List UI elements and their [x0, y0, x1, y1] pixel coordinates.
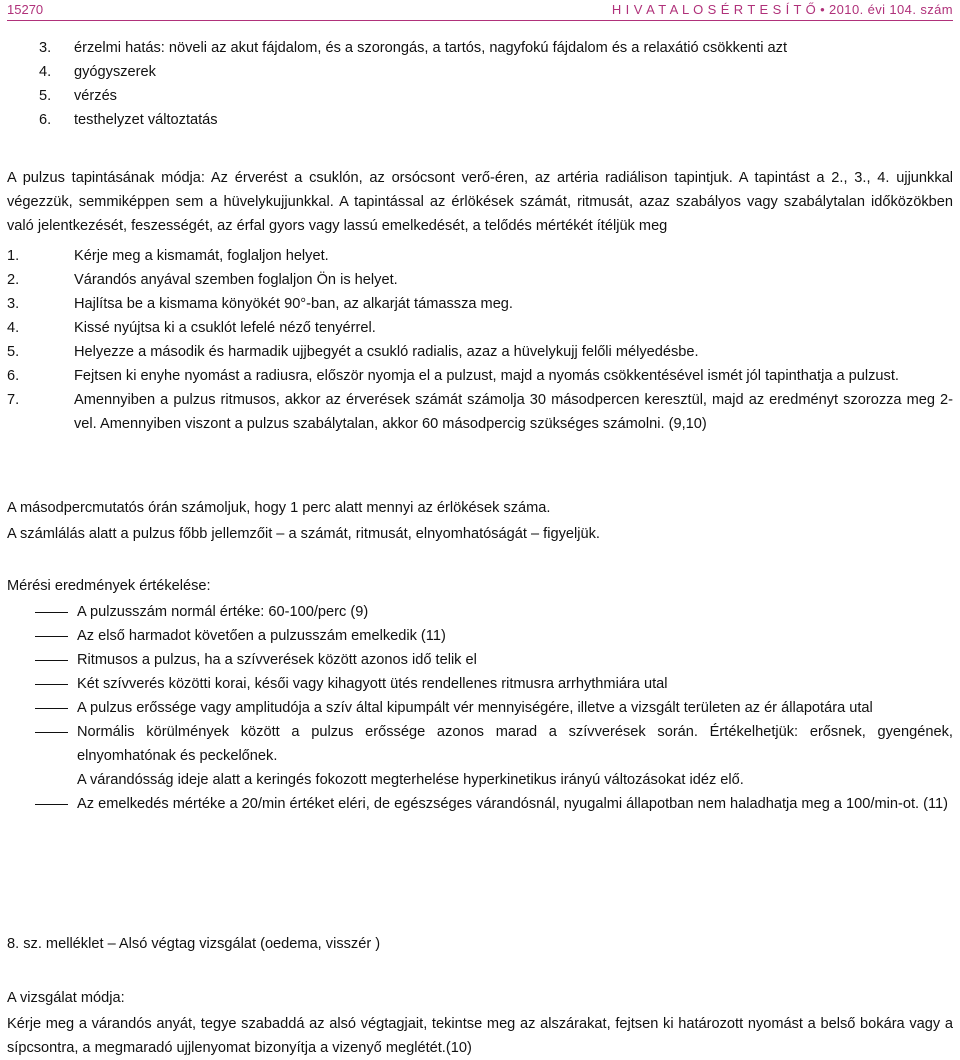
dash-bullet-icon: [35, 660, 68, 661]
list-number: 5.: [39, 88, 52, 104]
list-text: Várandós anyával szemben foglaljon Ön is helyet.: [74, 272, 398, 288]
list-number: 4.: [7, 320, 20, 336]
list-item: [7, 648, 953, 672]
list-item: [7, 388, 953, 436]
list-text: A várandósság ideje alatt a keringés fokozott megterhelése hyperkinetikus irányú változásokat idéz elő.: [77, 772, 744, 788]
list-text: Kissé nyújtsa ki a csuklót lefelé néző tenyérrel.: [74, 320, 376, 336]
list-text: Amennyiben a pulzus ritmusos, akkor az érverések számát számolja 30 másodpercen keresztül, majd az eredményt szorozza meg 2-vel. Amennyiben viszont a pulzus szabálytalan, akkor 60 másodpercig szükséges számolni. (9,10): [74, 392, 953, 432]
list-item: [7, 364, 953, 388]
dash-bullet-icon: [35, 804, 68, 805]
document-page: [7, 0, 953, 1056]
list-text: érzelmi hatás: növeli az akut fájdalom, és a szorongás, a tartós, nagyfokú fájdalom és a relaxátió csökkenti azt: [74, 40, 788, 56]
list-number: 2.: [7, 272, 20, 288]
list-number: 6.: [39, 112, 52, 128]
list-number: 5.: [7, 344, 20, 360]
list-item: [7, 84, 953, 108]
list-text: Fejtsen ki enyhe nyomást a radiusra, először nyomja el a pulzust, majd a nyomás csökkentésével ismét jól tapinthatja a pulzust.: [74, 368, 899, 384]
seconds-hand-paragraph: A másodpercmutatós órán számoljuk, hogy 1 perc alatt mennyi az érlökések száma.: [7, 500, 551, 516]
list-text: Hajlítsa be a kismama könyökét 90°-ban, az alkarját támassza meg.: [74, 296, 513, 312]
list-text: Az első harmadot követően a pulzusszám emelkedik (11): [77, 628, 446, 644]
dash-bullet-icon: [35, 732, 68, 733]
page-header: [7, 0, 953, 21]
dash-bullet-icon: [35, 708, 68, 709]
list-item: [7, 340, 953, 364]
list-item: [7, 600, 953, 624]
list-number: 3.: [7, 296, 20, 312]
list-number: 1.: [7, 248, 20, 264]
page-number: 15270: [7, 2, 44, 17]
list-item: [7, 672, 953, 696]
list-text: vérzés: [74, 88, 117, 104]
influencing-factors-list: [7, 36, 953, 132]
list-text: A pulzus erőssége vagy amplitudója a szív által kipumpált vér mennyiségére, illetve a vizsgált területen az ér állapotára utal: [77, 700, 873, 716]
list-item: [7, 696, 953, 720]
list-item: [7, 60, 953, 84]
list-text: A pulzusszám normál értéke: 60-100/perc (9): [77, 604, 369, 620]
list-number: 6.: [7, 368, 20, 384]
list-text: Helyezze a második és harmadik ujjbegyét a csukló radialis, azaz a hüvelykujj felőli mélyedésbe.: [74, 344, 699, 360]
dash-bullet-icon: [35, 636, 68, 637]
method-heading: A vizsgálat módja:: [7, 990, 125, 1006]
list-item: [7, 36, 953, 60]
list-number: 3.: [39, 40, 52, 56]
dash-bullet-icon: [35, 684, 68, 685]
list-text: Ritmusos a pulzus, ha a szívverések között azonos idő telik el: [77, 652, 477, 668]
list-text: gyógyszerek: [74, 64, 156, 80]
running-title: H I V A T A L O S É R T E S Í T Ő • 2010. évi 104. szám: [611, 2, 953, 17]
list-text: Az emelkedés mértéke a 20/min értéket eléri, de egészséges várandósnál, nyugalmi állapotban nem haladhatja meg a 100/min-ot. (11): [77, 796, 948, 812]
list-item: [7, 268, 953, 292]
list-text: testhelyzet változtatás: [74, 112, 218, 128]
counting-paragraph: A számlálás alatt a pulzus főbb jellemzőit – a számát, ritmusát, elnyomhatóságát – figyeljük.: [7, 526, 600, 542]
evaluation-list: [7, 600, 953, 816]
list-item: [7, 244, 953, 268]
dash-bullet-icon: [35, 612, 68, 613]
list-item: [7, 720, 953, 768]
pulse-method-paragraph: A pulzus tapintásának módja: Az érverést a csuklón, az orsócsont verő-éren, az artéria radiálison tapintjuk. A tapintást a 2., 3., 4. ujjunkkal végezzük, semmiképpen sem a hüvelykujjunkkal. A tapintással az érlökések számát, ritmusát, azaz szabályos vagy szabálytalan időközökben való jelentkezését, feszességét, az érfal gyors vagy lassú emelkedését, a telődés mértékét ítéljük meg: [7, 170, 953, 234]
list-number: 4.: [39, 64, 52, 80]
list-item: [7, 292, 953, 316]
list-item: [7, 108, 953, 132]
list-item: [7, 624, 953, 648]
method-paragraph: Kérje meg a várandós anyát, tegye szabaddá az alsó végtagjait, tekintse meg az alszárakat, fejtsen ki határozott nyomást a belső bokára vagy a sípcsontra, a megmaradó ujjlenyomat bizonyítja a vizenyő meglétét.(10): [7, 1016, 953, 1056]
list-item: [7, 792, 953, 816]
list-number: 7.: [7, 392, 20, 408]
pulse-steps-list: [7, 244, 953, 436]
list-text: Kérje meg a kismamát, foglaljon helyet.: [74, 248, 329, 264]
appendix-title: 8. sz. melléklet – Alsó végtag vizsgálat (oedema, visszér ): [7, 936, 381, 952]
list-item: [7, 316, 953, 340]
evaluation-heading: Mérési eredmények értékelése:: [7, 578, 211, 594]
list-text: Normális körülmények között a pulzus erőssége azonos marad a szívverések során. Értékelhetjük: erősnek, gyengének, elnyomhatónak és peckelőnek.: [77, 724, 953, 764]
list-item: [7, 768, 953, 792]
list-text: Két szívverés közötti korai, késői vagy kihagyott ütés rendellenes ritmusra arrhythmiára utal: [77, 676, 668, 692]
